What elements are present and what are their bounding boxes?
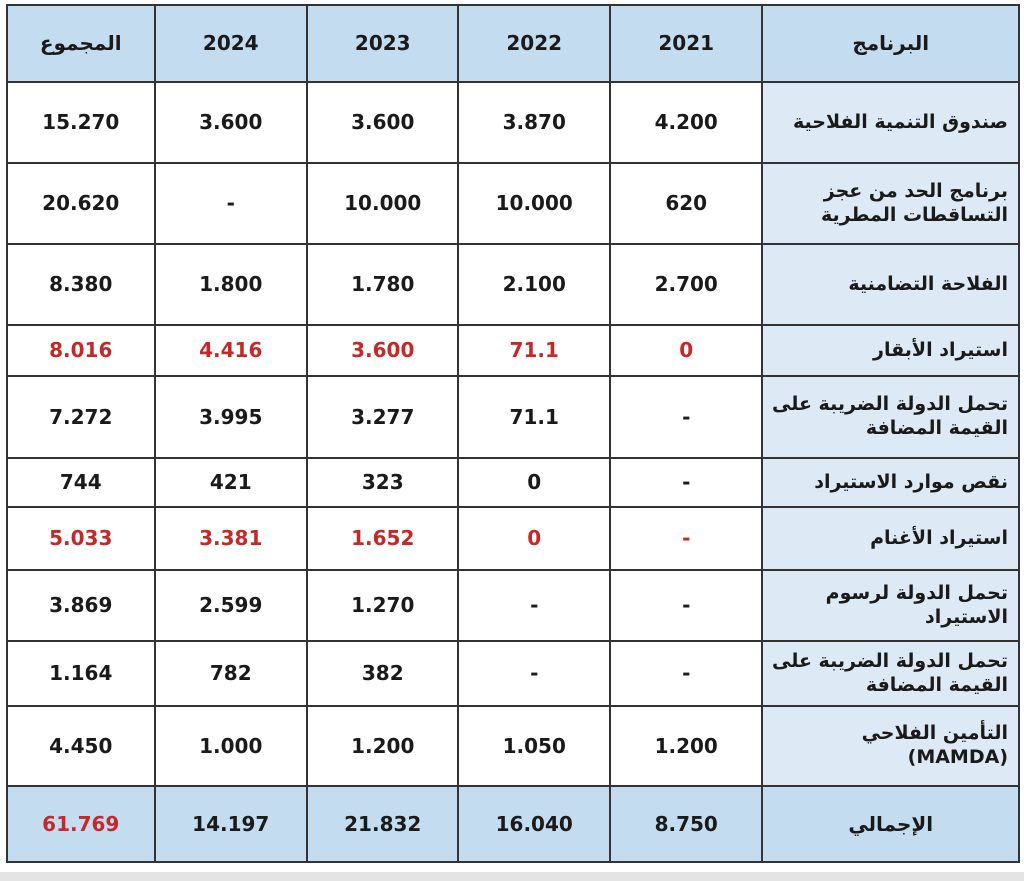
total-row	[7, 786, 1019, 862]
subsidy-table	[6, 4, 1020, 863]
header-program: البرنامج	[762, 5, 1019, 82]
value-cell-2024: 421	[155, 458, 308, 507]
value-cell-2023: 1.200	[307, 706, 458, 786]
program-cell: صندوق التنمية الفلاحية	[762, 82, 1019, 163]
value-cell-2024: 782	[155, 641, 308, 706]
value-cell-total: 15.270	[7, 82, 155, 163]
total-2023: 21.832	[307, 786, 458, 862]
value-cell-2021: 4.200	[610, 82, 763, 163]
value-cell-2021: -	[610, 641, 763, 706]
table-row	[7, 163, 1019, 244]
value-cell-total: 3.869	[7, 570, 155, 641]
total-2024: 14.197	[155, 786, 308, 862]
value-cell-2022: 10.000	[458, 163, 609, 244]
value-cell-2024: 2.599	[155, 570, 308, 641]
value-cell-2021: 0	[610, 325, 763, 376]
value-cell-total: 5.033	[7, 507, 155, 570]
program-cell: استيراد الأغنام	[762, 507, 1019, 570]
header-total: المجموع	[7, 5, 155, 82]
program-cell: استيراد الأبقار	[762, 325, 1019, 376]
table-row	[7, 507, 1019, 570]
value-cell-2023: 10.000	[307, 163, 458, 244]
value-cell-2023: 323	[307, 458, 458, 507]
value-cell-2022: 71.1	[458, 376, 609, 458]
value-cell-2022: 0	[458, 458, 609, 507]
value-cell-2023: 1.652	[307, 507, 458, 570]
table-row	[7, 244, 1019, 325]
header-2022: 2022	[458, 5, 609, 82]
value-cell-2021: 1.200	[610, 706, 763, 786]
value-cell-total: 4.450	[7, 706, 155, 786]
program-cell: الفلاحة التضامنية	[762, 244, 1019, 325]
value-cell-total: 8.380	[7, 244, 155, 325]
table-row	[7, 82, 1019, 163]
table-row	[7, 570, 1019, 641]
value-cell-2022: 0	[458, 507, 609, 570]
value-cell-total: 20.620	[7, 163, 155, 244]
bottom-margin-strip	[0, 872, 1024, 881]
value-cell-2024: 1.000	[155, 706, 308, 786]
value-cell-2022: 1.050	[458, 706, 609, 786]
table-row	[7, 706, 1019, 786]
value-cell-2021: 620	[610, 163, 763, 244]
value-cell-2022: 2.100	[458, 244, 609, 325]
total-2022: 16.040	[458, 786, 609, 862]
table-row	[7, 458, 1019, 507]
value-cell-2023: 3.600	[307, 82, 458, 163]
total-2021: 8.750	[610, 786, 763, 862]
table-row	[7, 376, 1019, 458]
table-row	[7, 641, 1019, 706]
value-cell-2024: 3.600	[155, 82, 308, 163]
value-cell-2024: 3.381	[155, 507, 308, 570]
value-cell-2023: 3.277	[307, 376, 458, 458]
table-row	[7, 325, 1019, 376]
value-cell-2021: -	[610, 570, 763, 641]
program-cell: تحمل الدولة الضريبة على القيمة المضافة	[762, 641, 1019, 706]
program-cell: تحمل الدولة لرسوم الاستيراد	[762, 570, 1019, 641]
value-cell-2024: 3.995	[155, 376, 308, 458]
value-cell-total: 744	[7, 458, 155, 507]
header-2021: 2021	[610, 5, 763, 82]
program-cell: التأمين الفلاحي (MAMDA)	[762, 706, 1019, 786]
value-cell-total: 7.272	[7, 376, 155, 458]
value-cell-2023: 1.270	[307, 570, 458, 641]
value-cell-2023: 1.780	[307, 244, 458, 325]
grand-total: 61.769	[7, 786, 155, 862]
header-2023: 2023	[307, 5, 458, 82]
value-cell-total: 1.164	[7, 641, 155, 706]
program-cell: نقص موارد الاستيراد	[762, 458, 1019, 507]
value-cell-2024: 4.416	[155, 325, 308, 376]
value-cell-2024: -	[155, 163, 308, 244]
value-cell-total: 8.016	[7, 325, 155, 376]
value-cell-2024: 1.800	[155, 244, 308, 325]
value-cell-2022: -	[458, 641, 609, 706]
program-cell: تحمل الدولة الضريبة على القيمة المضافة	[762, 376, 1019, 458]
value-cell-2023: 3.600	[307, 325, 458, 376]
value-cell-2021: -	[610, 507, 763, 570]
total-label: الإجمالي	[762, 786, 1019, 862]
header-2024: 2024	[155, 5, 308, 82]
header-row	[7, 5, 1019, 82]
value-cell-2021: -	[610, 458, 763, 507]
value-cell-2021: 2.700	[610, 244, 763, 325]
value-cell-2022: -	[458, 570, 609, 641]
value-cell-2022: 71.1	[458, 325, 609, 376]
value-cell-2022: 3.870	[458, 82, 609, 163]
value-cell-2021: -	[610, 376, 763, 458]
value-cell-2023: 382	[307, 641, 458, 706]
program-cell: برنامج الحد من عجز التساقطات المطرية	[762, 163, 1019, 244]
